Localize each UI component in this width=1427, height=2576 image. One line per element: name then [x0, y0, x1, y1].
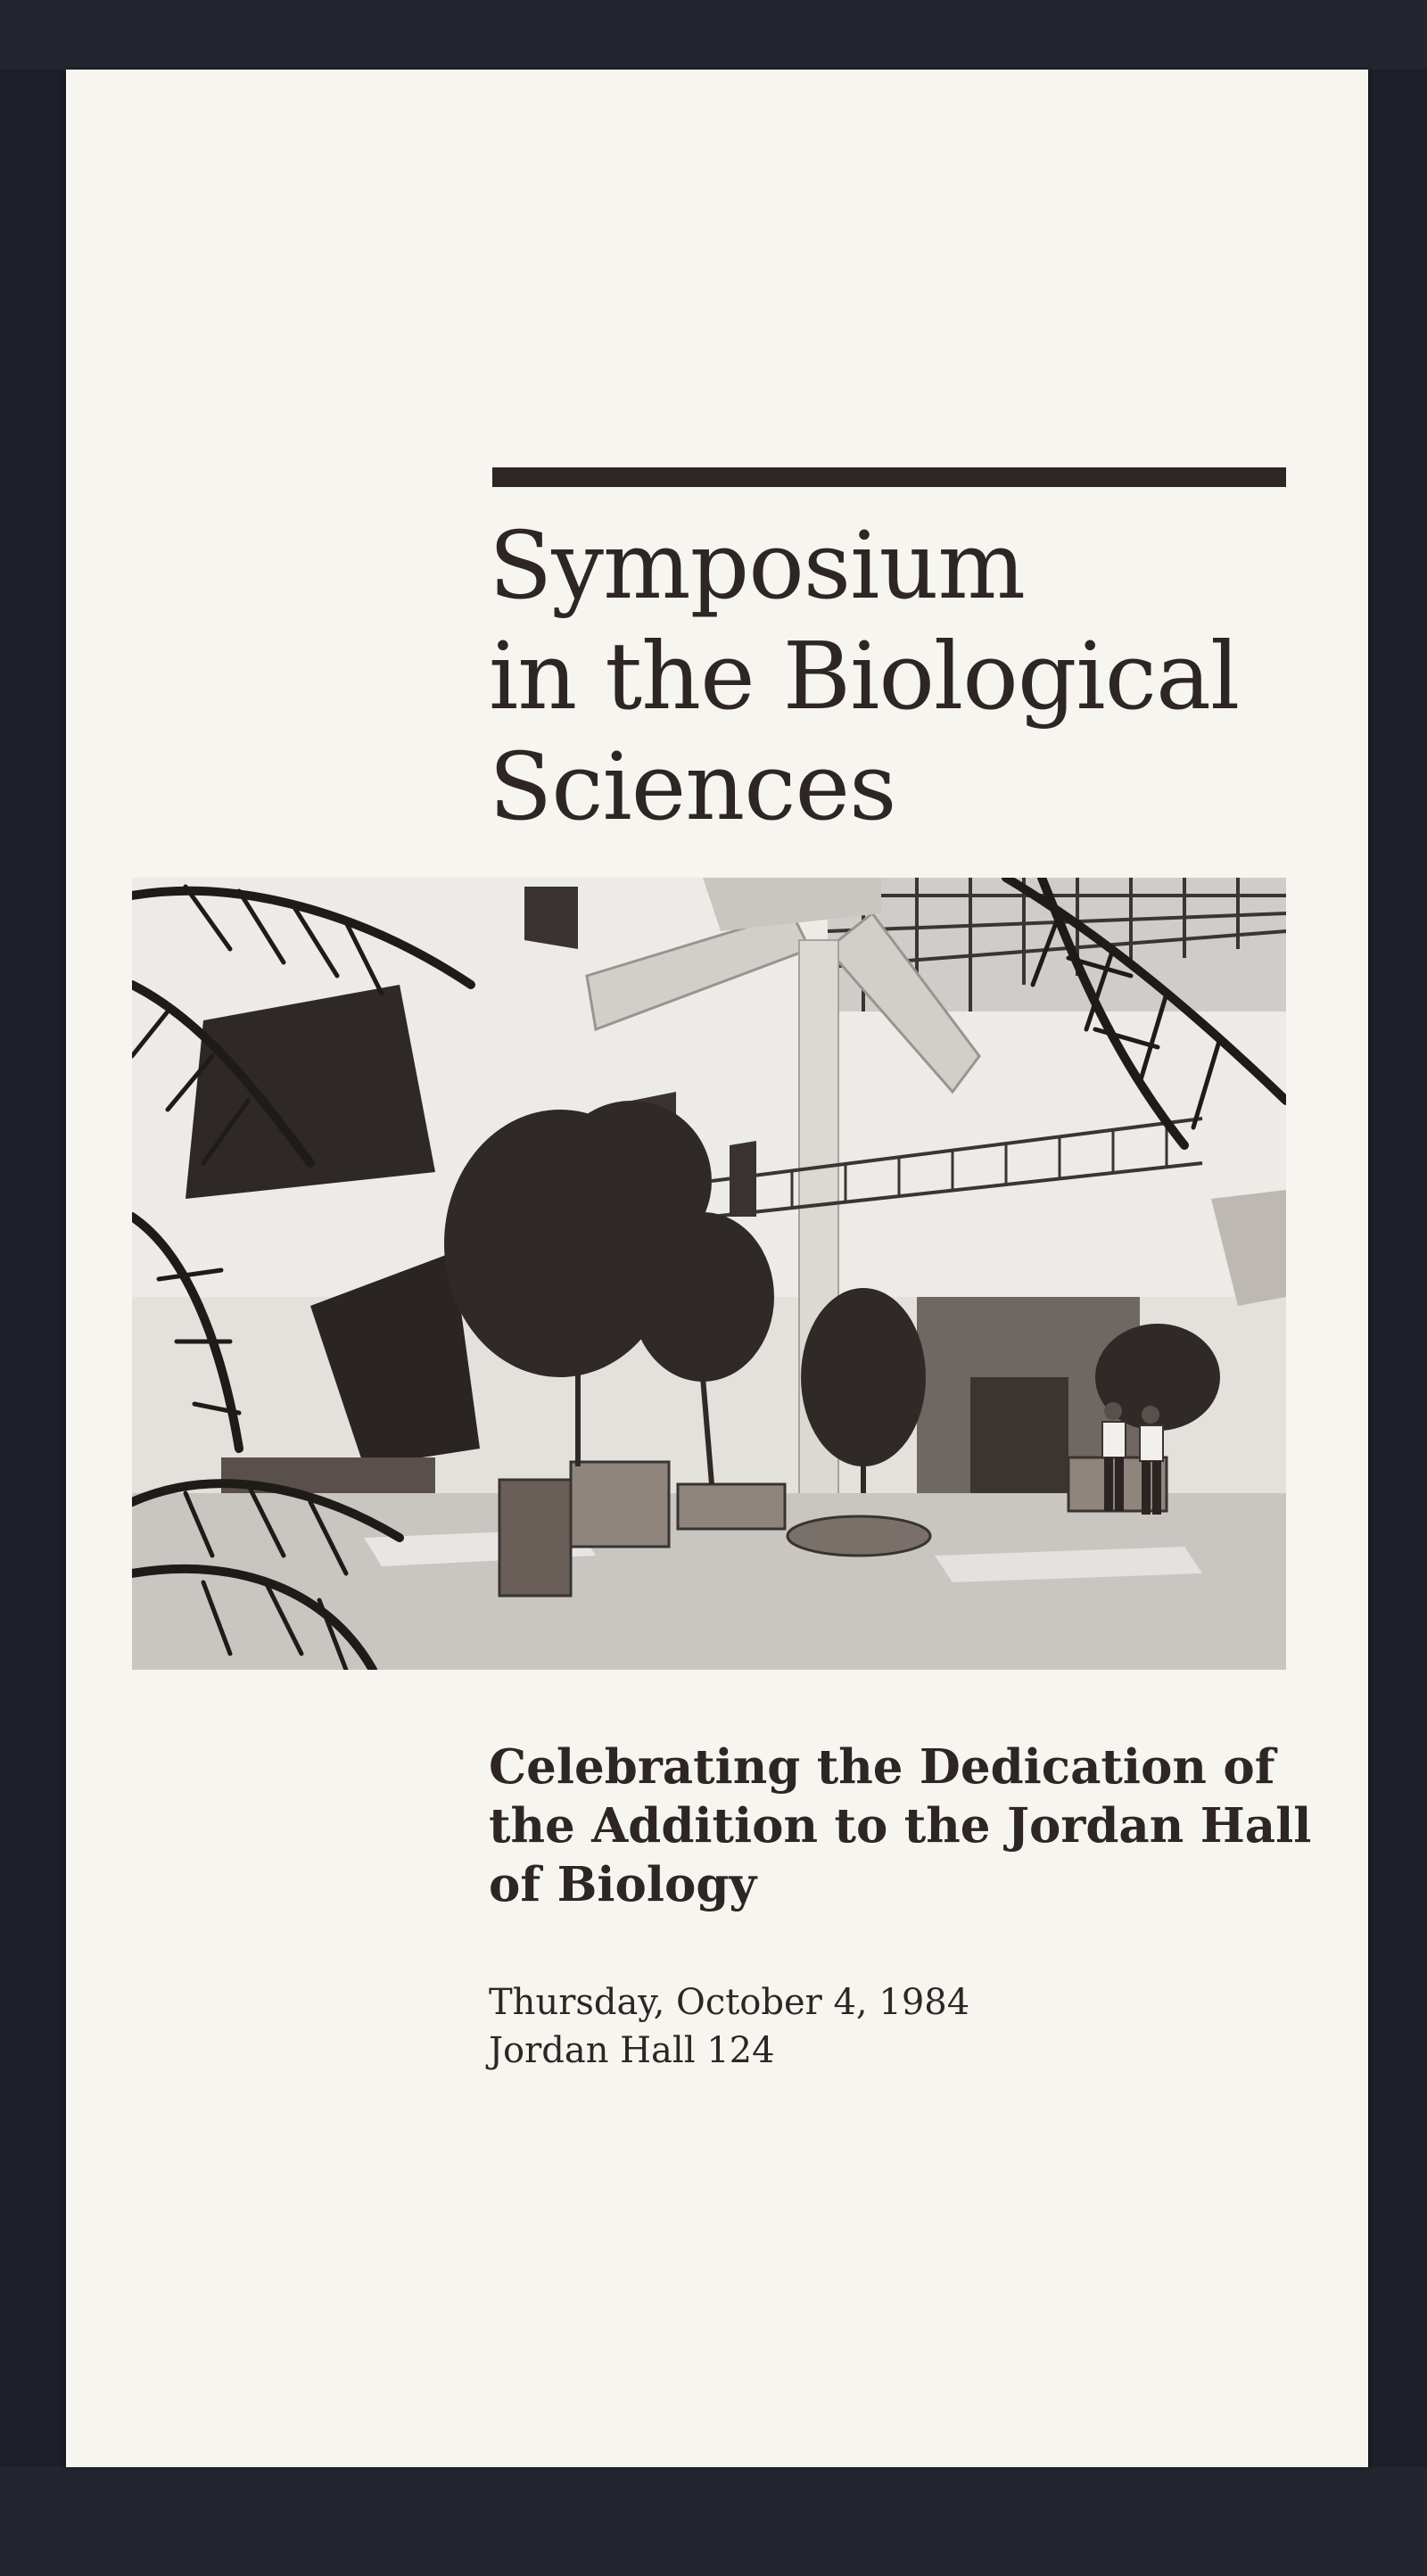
- event-location: Jordan Hall 124: [489, 2030, 775, 2071]
- backdrop-bottom: [0, 2467, 1427, 2576]
- atrium-photo: [132, 878, 1286, 1670]
- title-line-2: in the Biological: [489, 622, 1240, 731]
- backdrop-top: [0, 0, 1427, 70]
- subtitle-line-1: Celebrating the Dedication of: [489, 1739, 1275, 1795]
- page-title: [489, 510, 1345, 842]
- title-line-1: Symposium: [489, 511, 1026, 620]
- title-line-3: Sciences: [489, 732, 896, 841]
- event-date: Thursday, October 4, 1984: [489, 1982, 970, 2023]
- program-cover: [66, 70, 1368, 2467]
- dedication-subtitle: [489, 1738, 1345, 1914]
- subtitle-line-3: of Biology: [489, 1857, 757, 1912]
- title-rule: [492, 467, 1286, 487]
- subtitle-line-2: the Addition to the Jordan Hall: [489, 1798, 1312, 1854]
- event-details: [489, 1978, 1291, 2075]
